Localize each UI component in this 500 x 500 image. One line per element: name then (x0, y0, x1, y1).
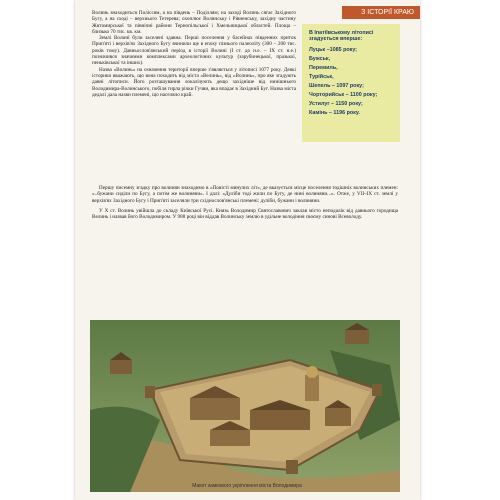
sidebar-list (309, 46, 393, 118)
sidebar-item: Шепель – 1097 року; (309, 82, 364, 89)
castle-model-photo (90, 320, 400, 492)
paragraph: Волинь знаходиться Поліссям, а на південь – Поділлям; на заході Волинь сягає Західного Бугу, а на сході – верхнього Тетерева; охоплює Волинську і Рівненську, західну частину Житомирської та північні райони Тернопільської і Хмельницької областей. Площа – близько 70 тис. кв. км. (92, 10, 296, 35)
castle-model-illustration (90, 320, 400, 492)
paragraph: Першу писемну згадку про волинян знаходимо в «Повісті минулих літ», де вказується місце поселення тодішніх волинських племен: «..бужани сиділи по Бугу, а потім же волиняни». І далі: «Дуліби тоді жили по Бугу, де нині волиняни...». Отже, у VII–IX ст. землі у верхів'ях Західного Бугу і Прип'яті заселяли три східнослов'янські племені: дуліби, бужани і волиняни. (92, 185, 398, 204)
photo-caption: Макет замкового укріплення міста Володимира (192, 483, 302, 489)
sidebar-item: Устилуг – 1150 року; (309, 100, 363, 107)
sidebar-item: Бужськ, (309, 55, 331, 62)
paragraph: Землі Волині були заселені здавна. Перші поселення у басейнах південних приток Прип'яті і верхів'ях Західного Бугу вчинили ще в епоху пізнього палеоліту (300 – 200 тис. років тому). Давньослов'янський період в історії Волині (І ст. до н.е. – IX ст. н.е.) позначився значними комплексами археологічних культур (зарубинецької, празької, пеньківської та інших). (92, 35, 296, 67)
sidebar-box (302, 24, 400, 142)
sidebar-item: Луцьк –1085 року; (309, 46, 358, 53)
body-text-wide (92, 185, 398, 220)
section-tab: З ІСТОРІЇ КРАЮ (342, 6, 420, 19)
sidebar-item: Чорторийськ – 1100 року; (309, 91, 378, 98)
paragraph: У X ст. Волинь увійшла до складу Київської Русі. Князь Володимир Святославович заклав місто неподалік від давнього городища Велинь і назвав його Володимиром. У 988 році він віддав Волинську землю в удільне володіння своєму синові Всеволоду. (92, 207, 398, 221)
sidebar-item: Турійськ, (309, 73, 334, 80)
book-page (75, 0, 420, 500)
sidebar-title: В Іпатіївському літописі згадується вперше: (309, 30, 374, 43)
sidebar-item: Перемиль, (309, 64, 338, 71)
paragraph: Назва «Волинь» на означення території вперше з'являється у літописі 1077 року. Деякі історики вважають, що вона походить від міста «Велинь», від «Волинь», про яке згадують давні літописи. Його розташування локалізують дещо західніше від нинішнього Володимира-Волинського, побіля гирла річки Гучви, яка впадає в Західний Буг. Назва міста дедалі дала назви племені, що населяло край. (92, 66, 296, 98)
sidebar-item: Камінь – 1196 року. (309, 109, 360, 116)
body-text-narrow (92, 10, 296, 98)
